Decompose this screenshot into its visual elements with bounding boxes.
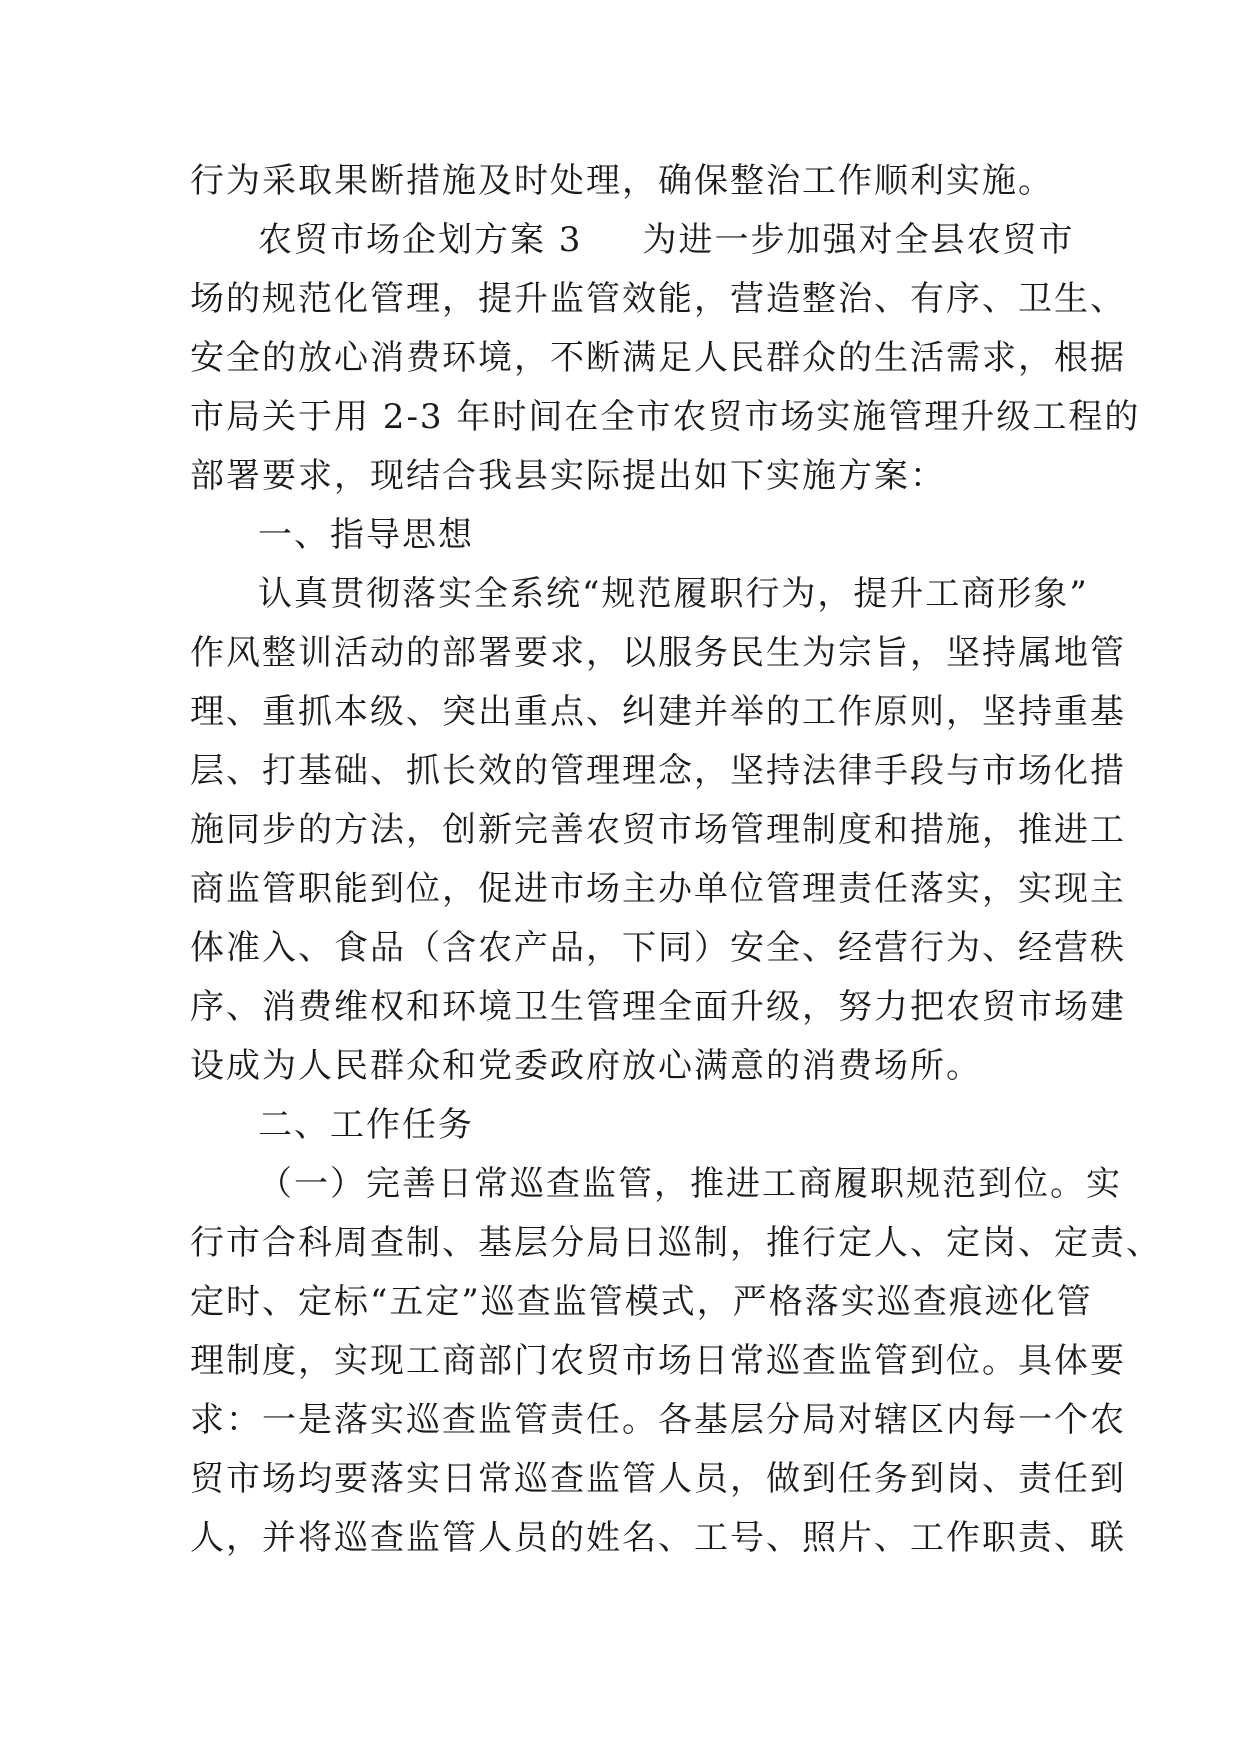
text-line: 理制度，实现工商部门农贸市场日常巡查监管到位。具体要 (190, 1341, 1126, 1381)
text-line: （一）完善日常巡查监管，推进工商履职规范到位。实 (258, 1164, 1122, 1204)
text-line: 体准入、食品（含农产品，下同）安全、经营行为、经营秩 (190, 928, 1126, 968)
text-line: 层、打基础、抓长效的管理理念，坚持法律手段与市场化措 (190, 751, 1126, 791)
section-title-inline: 农贸市场企划方案 3 (258, 220, 583, 260)
section-heading: 二、工作任务 (258, 1105, 474, 1145)
text-line: 市局关于用 2-3 年时间在全市农贸市场实施管理升级工程的 (190, 397, 1141, 437)
text-line: 施同步的方法，创新完善农贸市场管理制度和措施，推进工 (190, 810, 1126, 850)
text-line: 人，并将巡查监管人员的姓名、工号、照片、工作职责、联 (190, 1518, 1126, 1558)
text-line: 序、消费维权和环境卫生管理全面升级，努力把农贸市场建 (190, 987, 1126, 1027)
text-line (190, 211, 1090, 270)
text-line: 场的规范化管理，提升监管效能，营造整治、有序、卫生、 (190, 279, 1126, 319)
text-line: 安全的放心消费环境，不断满足人民群众的生活需求，根据 (190, 338, 1126, 378)
text-fragment: 为进一步加强对全县农贸市 (642, 220, 1075, 260)
text-line: 设成为人民群众和党委政府放心满意的消费场所。 (190, 1046, 982, 1086)
text-line: 贸市场均要落实日常巡查监管人员，做到任务到岗、责任到 (190, 1459, 1126, 1499)
text-line: 商监管职能到位，促进市场主办单位管理责任落实，实现主 (190, 869, 1126, 909)
text-line: 认真贯彻落实全系统“规范履职行为，提升工商形象” (258, 574, 1089, 614)
body-text (190, 152, 1162, 1568)
text-line: 理、重抓本级、突出重点、纠建并举的工作原则，坚持重基 (190, 692, 1126, 732)
section-heading: 一、指导思想 (258, 515, 474, 555)
text-line: 作风整训活动的部署要求，以服务民生为宗旨，坚持属地管 (190, 633, 1126, 673)
text-line: 求：一是落实巡查监管责任。各基层分局对辖区内每一个农 (190, 1400, 1126, 1440)
text-line: 行市合科周查制、基层分局日巡制，推行定人、定岗、定责、 (190, 1223, 1162, 1263)
text-line: 部署要求，现结合我县实际提出如下实施方案： (190, 456, 946, 496)
text-line: 行为采取果断措施及时处理，确保整治工作顺利实施。 (190, 161, 1054, 201)
text-line: 定时、定标“五定”巡查监管模式，严格落实巡查痕迹化管 (190, 1282, 1093, 1322)
